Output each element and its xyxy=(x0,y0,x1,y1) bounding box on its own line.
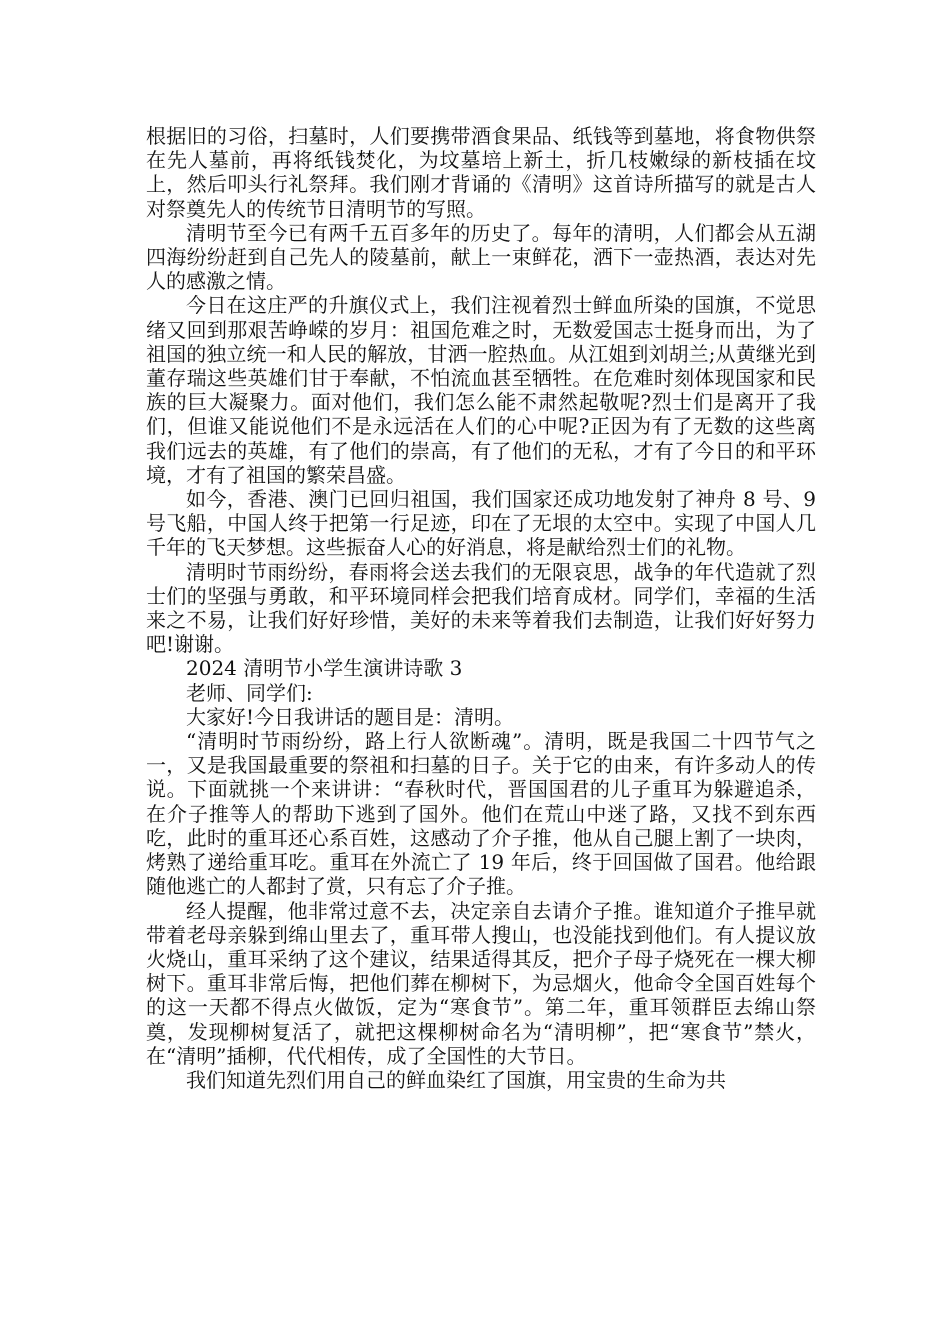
paragraph-7: 经人提醒，他非常过意不去，决定亲自去请介子推。谁知道介子推早就带着老母亲躲到绵山里去了，重耳带人搜山，也没能找到他们。有人提议放火烧山，重耳采纳了这个建议，结果适得其反，把介子母子烧死在一棵大柳树下。重耳非常后悔，把他们葬在柳树下，为忌烟火，他命令全国百姓每个的这一天都不得点火做饭，定为“寒食节”。第二年，重耳领群臣去绵山祭奠，发现柳树复活了，就把这棵柳树命名为“清明柳”，把“寒食节”禁火，在“清明”插柳，代代相传，成了全国性的大节日。 xyxy=(146,898,816,1068)
paragraph-4: 如今，香港、澳门已回归祖国，我们国家还成功地发射了神舟 8 号、9 号飞船，中国人终于把第一行足迹，印在了无垠的太空中。实现了中国人几千年的飞天梦想。这些振奋人心的好消息，将是献给烈士们的礼物。 xyxy=(146,487,816,560)
paragraph-3: 今日在这庄严的升旗仪式上，我们注视着烈士鲜血所染的国旗，不觉思绪又回到那艰苦峥嵘的岁月：祖国危难之时，无数爱国志士挺身而出，为了祖国的独立统一和人民的解放，甘洒一腔热血。从江姐到刘胡兰;从黄继光到董存瑞这些英雄们甘于奉献，不怕流血甚至牺牲。在危难时刻体现国家和民族的巨大凝聚力。面对他们，我们怎么能不肃然起敬呢?烈士们是离开了我们，但谁又能说他们不是永远活在人们的心中呢?正因为有了无数的这些离我们远去的英雄，有了他们的崇高，有了他们的无私，才有了今日的和平环境，才有了祖国的繁荣昌盛。 xyxy=(146,293,816,487)
paragraph-5: 清明时节雨纷纷，春雨将会送去我们的无限哀思，战争的年代造就了烈士们的坚强与勇敢，和平环境同样会把我们培育成材。同学们，幸福的生活来之不易，让我们好好珍惜，美好的未来等着我们去制造，让我们好好努力吧!谢谢。 xyxy=(146,559,816,657)
paragraph-2: 清明节至今已有两千五百多年的历史了。每年的清明，人们都会从五湖四海纷纷赶到自己先人的陵墓前，献上一束鲜花，洒下一壶热酒，表达对先人的感激之情。 xyxy=(146,220,816,294)
paragraph-6: “清明时节雨纷纷，路上行人欲断魂”。清明，既是我国二十四节气之一，又是我国最重要的祭祖和扫墓的日子。关于它的由来，有许多动人的传说。下面就挑一个来讲讲：“春秋时代，晋国国君的儿子重耳为躲避追杀，在介子推等人的帮助下逃到了国外。他们在荒山中迷了路，又找不到东西吃，此时的重耳还心系百姓，这感动了介子推，他从自己腿上割了一块肉，烤熟了递给重耳吃。重耳在外流亡了 19 年后，终于回国做了国君。他给跟随他逃亡的人都封了赏，只有忘了介子推。 xyxy=(146,729,816,899)
greeting: 大家好!今日我讲话的题目是：清明。 xyxy=(186,704,515,729)
section-heading: 2024 清明节小学生演讲诗歌 3 xyxy=(186,656,463,681)
salutation: 老师、同学们: xyxy=(186,680,313,705)
document-page xyxy=(146,124,816,1092)
paragraph-1: 根据旧的习俗，扫墓时，人们要携带酒食果品、纸钱等到墓地，将食物供祭在先人墓前，再将纸钱焚化，为坟墓培上新土，折几枝嫩绿的新枝插在坟上，然后叩头行礼祭拜。我们刚才背诵的《清明》这首诗所描写的就是古人对祭奠先人的传统节日清明节的写照。 xyxy=(146,124,816,221)
paragraph-8: 我们知道先烈们用自己的鲜血染红了国旗，用宝贵的生命为共 xyxy=(186,1067,726,1092)
